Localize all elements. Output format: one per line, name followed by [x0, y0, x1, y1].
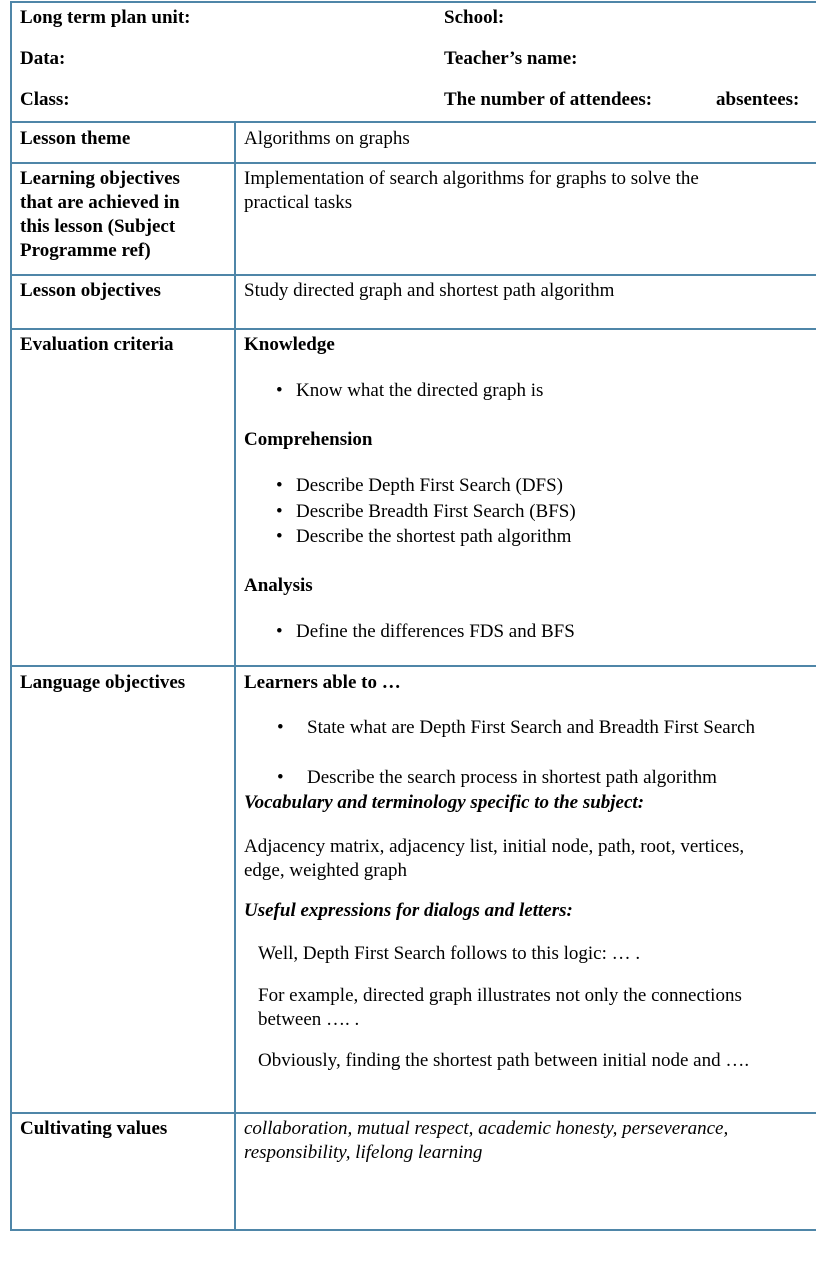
lesson-plan-document	[10, 0, 816, 1232]
lesson-objectives-value: Study directed graph and shortest path algorithm	[244, 280, 615, 301]
attendees-label: The number of attendees:	[444, 89, 653, 110]
row-divider-theme	[10, 162, 816, 164]
list-item: • Describe the search process in shortest path algorithm	[244, 765, 816, 791]
list-item: • State what are Depth First Search and Breadth First Search	[244, 715, 816, 741]
vocabulary-heading: Vocabulary and terminology specific to the subject:	[244, 792, 645, 813]
list-item: • Define the differences FDS and BFS	[244, 619, 816, 645]
comprehension-list	[244, 473, 816, 550]
lesson-theme-value: Algorithms on graphs	[244, 128, 410, 149]
vocabulary-text	[244, 835, 816, 883]
expression-line: Well, Depth First Search follows to this logic: … .	[258, 943, 641, 964]
learning-objectives-label	[20, 167, 230, 263]
row-divider-objectives	[10, 328, 816, 330]
row-divider-learning	[10, 274, 816, 276]
expressions-heading: Useful expressions for dialogs and letters:	[244, 900, 573, 921]
cultivating-values-line: collaboration, mutual respect, academic honesty, perseverance,	[244, 1118, 729, 1139]
expression-line: For example, directed graph illustrates not only the connections	[258, 985, 742, 1006]
table-left-border	[10, 1, 12, 1231]
knowledge-heading: Knowledge	[244, 334, 335, 355]
class-label: Class:	[20, 89, 70, 110]
row-divider-language	[10, 1112, 816, 1114]
learning-objectives-value	[244, 167, 814, 215]
cultivating-values-text	[244, 1117, 816, 1165]
learning-objectives-label-line: this lesson (Subject	[20, 216, 176, 237]
row-divider-evaluation	[10, 665, 816, 667]
cultivating-values-label: Cultivating values	[20, 1118, 168, 1139]
teacher-name-label: Teacher’s name:	[444, 48, 578, 69]
absentees-label: absentees:	[716, 89, 800, 110]
header-bottom-border	[10, 121, 816, 123]
list-item: • Describe the shortest path algorithm	[244, 524, 816, 550]
table-top-border	[10, 1, 816, 3]
table-bottom-border	[10, 1229, 816, 1231]
learning-objectives-value-line: Implementation of search algorithms for graphs to solve the	[244, 168, 699, 189]
lesson-theme-label: Lesson theme	[20, 128, 131, 149]
list-item: • Describe Breadth First Search (BFS)	[244, 499, 816, 525]
vocabulary-line: edge, weighted graph	[244, 860, 408, 881]
vocabulary-line: Adjacency matrix, adjacency list, initial node, path, root, vertices,	[244, 836, 745, 857]
lesson-objectives-label: Lesson objectives	[20, 280, 161, 301]
language-objectives-label: Language objectives	[20, 672, 186, 693]
knowledge-list	[244, 378, 816, 404]
list-item: • Know what the directed graph is	[244, 378, 816, 404]
expression-line: between …. .	[258, 1009, 360, 1030]
evaluation-criteria-label: Evaluation criteria	[20, 334, 174, 355]
learners-heading: Learners able to …	[244, 672, 401, 693]
learners-list-second	[244, 765, 816, 791]
comprehension-heading: Comprehension	[244, 429, 373, 450]
learning-objectives-label-line: Learning objectives	[20, 168, 180, 189]
learning-objectives-label-line: Programme ref)	[20, 240, 151, 261]
learning-objectives-value-line: practical tasks	[244, 192, 353, 213]
analysis-list	[244, 619, 816, 645]
data-label: Data:	[20, 48, 66, 69]
column-divider	[234, 121, 236, 1231]
list-item: • Describe Depth First Search (DFS)	[244, 473, 816, 499]
learners-list-first	[244, 715, 816, 741]
analysis-heading: Analysis	[244, 575, 313, 596]
school-label: School:	[444, 7, 505, 28]
cultivating-values-line: responsibility, lifelong learning	[244, 1142, 483, 1163]
learning-objectives-label-line: that are achieved in	[20, 192, 180, 213]
long-term-plan-unit-label: Long term plan unit:	[20, 7, 191, 28]
expression-line: Obviously, finding the shortest path between initial node and ….	[258, 1050, 750, 1071]
